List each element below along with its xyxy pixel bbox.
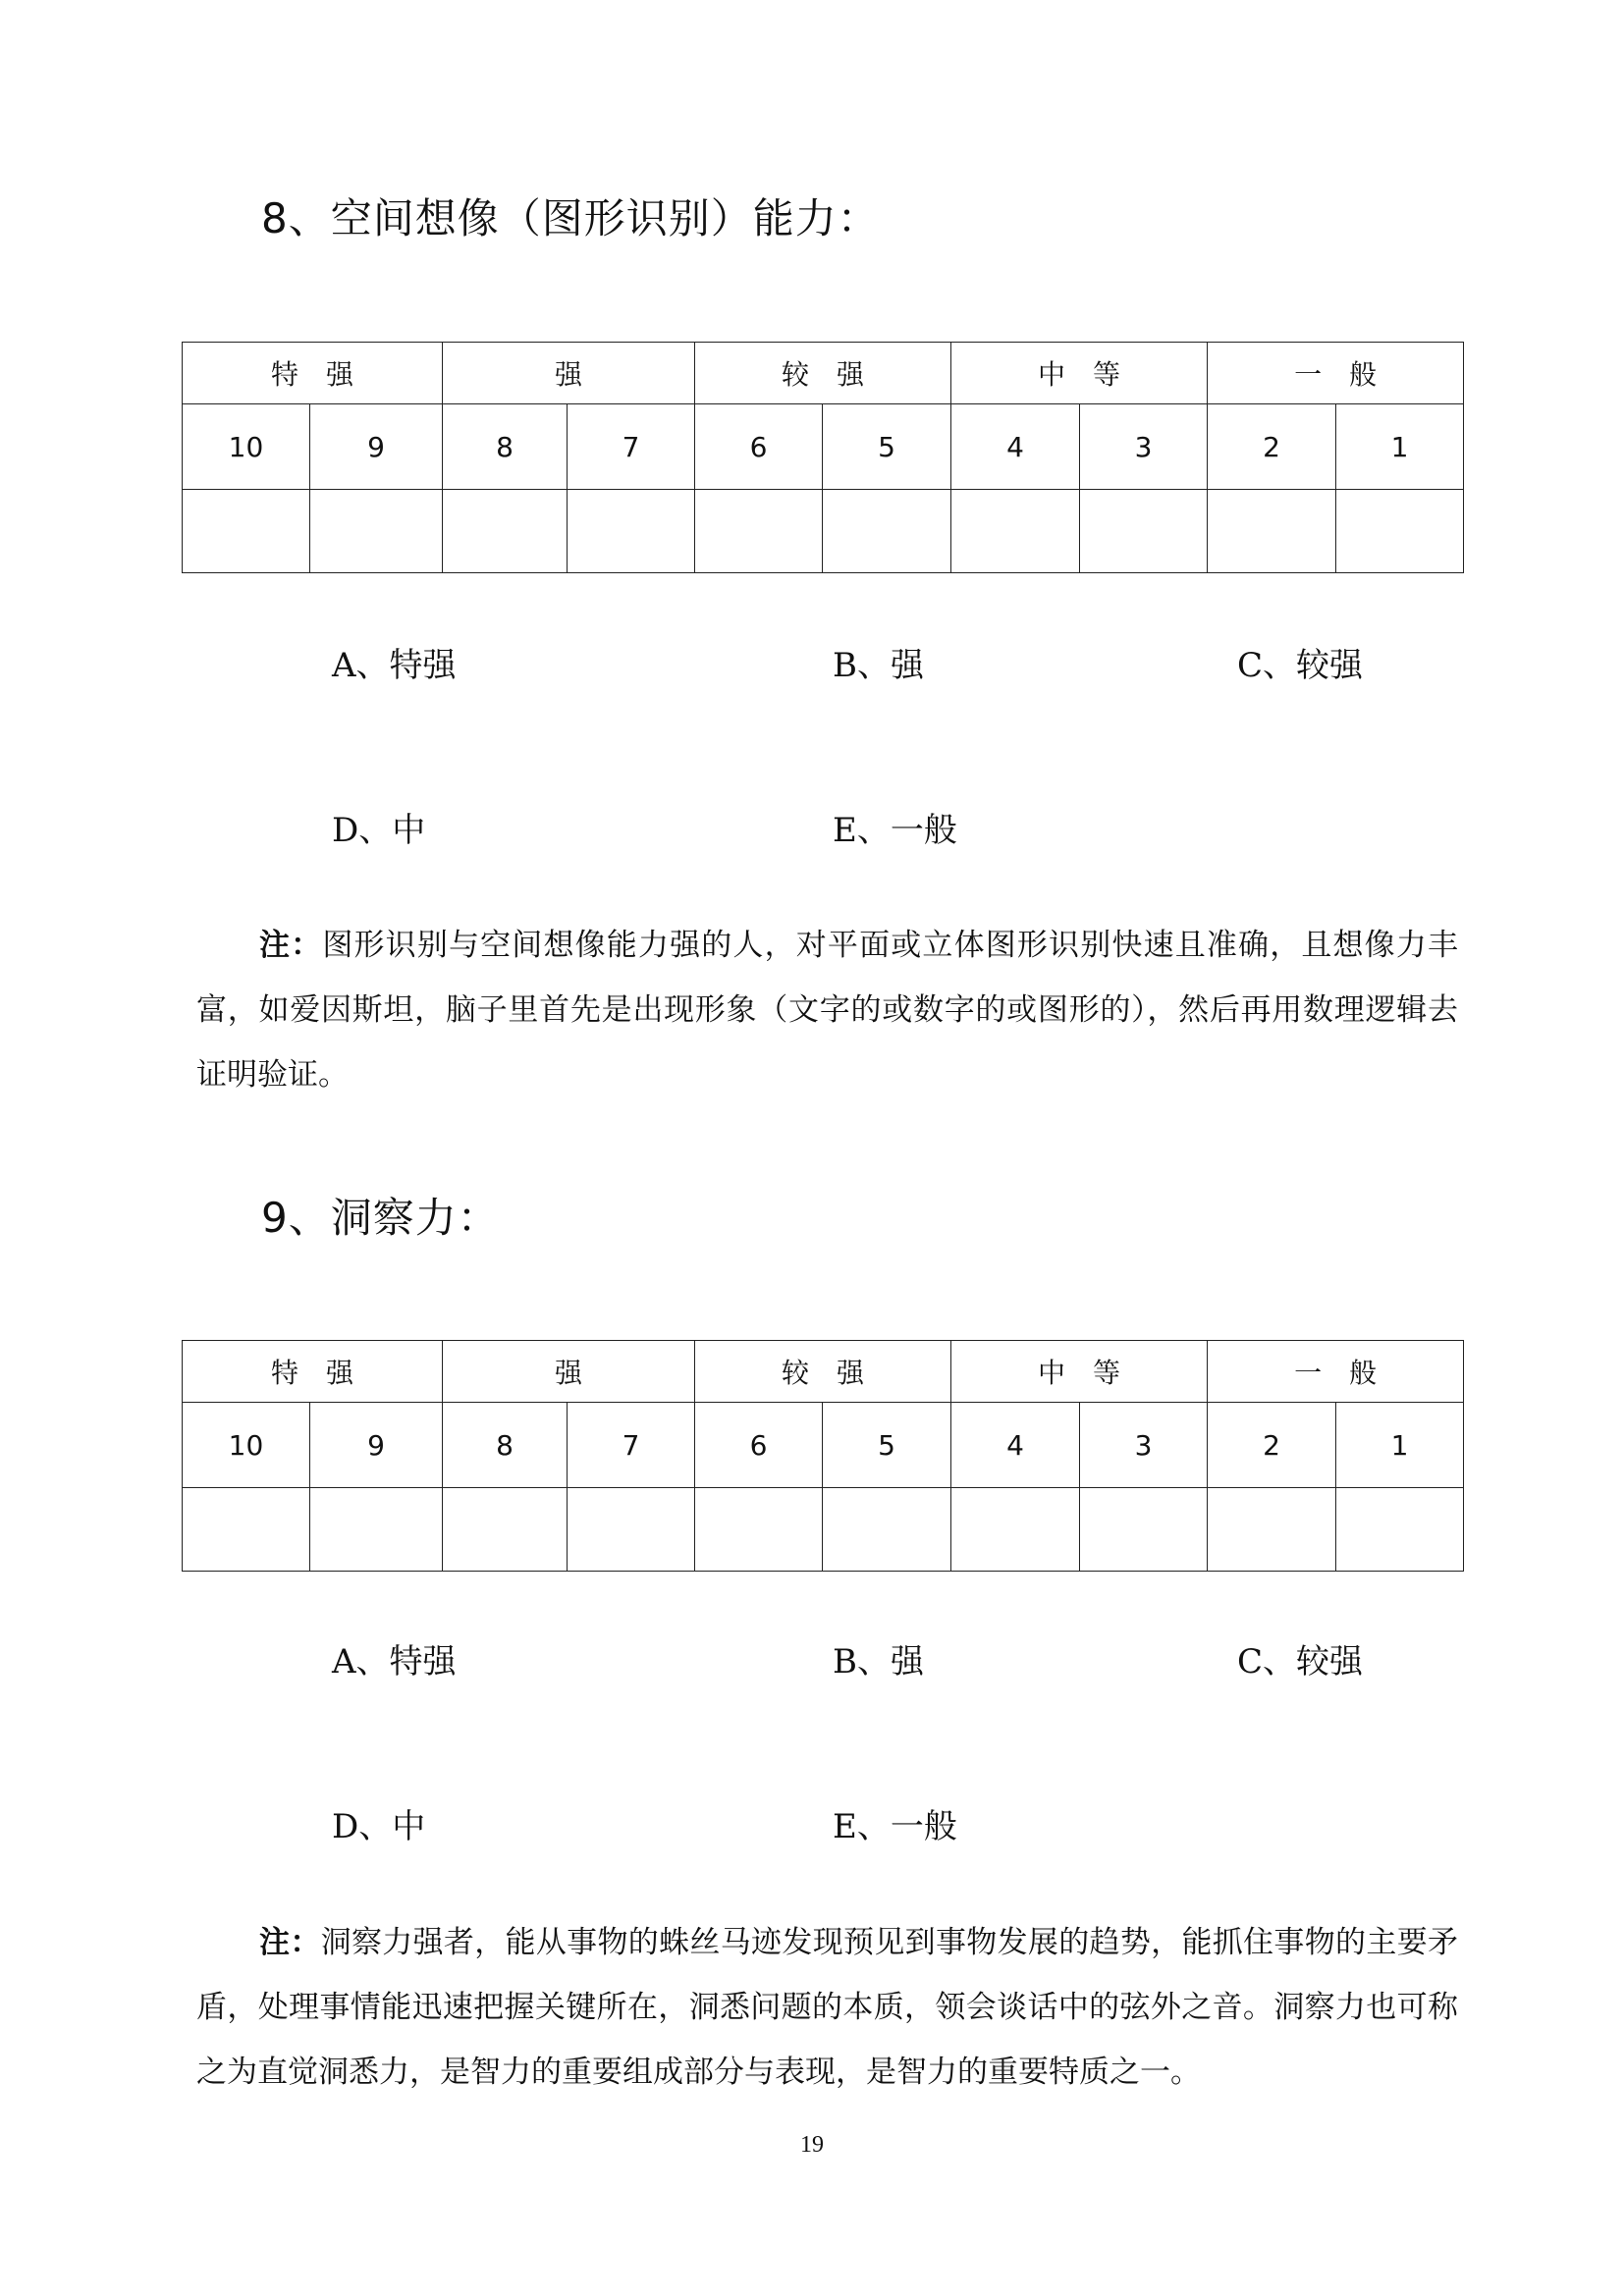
level-cell: 较强 — [695, 1341, 951, 1403]
level-cell: 特强 — [183, 1341, 443, 1403]
answer-cell[interactable] — [951, 1488, 1080, 1572]
score-cell: 2 — [1208, 1403, 1336, 1488]
answer-cell[interactable] — [568, 490, 695, 573]
section-heading: 8、空间想像（图形识别）能力： — [261, 194, 880, 242]
score-cell: 1 — [1336, 1403, 1464, 1488]
score-cell: 4 — [951, 1403, 1080, 1488]
answer-cell[interactable] — [695, 1488, 823, 1572]
level-cell: 一般 — [1208, 1341, 1464, 1403]
page-number: 19 — [800, 2132, 824, 2158]
score-cell: 10 — [183, 404, 310, 490]
note-paragraph — [196, 1910, 1458, 2105]
score-cell: 6 — [695, 404, 823, 490]
note-label: 注： — [259, 1925, 321, 1960]
option-b[interactable]: B、强 — [833, 1642, 924, 1682]
note-text: 洞察力强者，能从事物的蛛丝马迹发现预见到事物发展的趋势，能抓住事物的主要矛盾，处理事情能迅速把握关键所在，洞悉问题的本质，领会谈话中的弦外之音。洞察力也可称之为直觉洞悉力，是智力的重要组成部分与表现，是智力的重要特质之一。 — [196, 1925, 1459, 2090]
level-cell: 特强 — [183, 343, 443, 404]
score-cell: 5 — [823, 404, 951, 490]
answer-cell[interactable] — [1208, 1488, 1336, 1572]
score-cell: 6 — [695, 1403, 823, 1488]
level-cell: 强 — [443, 1341, 695, 1403]
answer-cell[interactable] — [183, 1488, 310, 1572]
answer-cell[interactable] — [310, 490, 443, 573]
option-d[interactable]: D、中 — [332, 1807, 426, 1846]
option-c[interactable]: C、较强 — [1237, 646, 1364, 685]
answer-cell[interactable] — [568, 1488, 695, 1572]
score-cell: 3 — [1080, 404, 1208, 490]
answer-cell[interactable] — [1336, 490, 1464, 573]
option-c[interactable]: C、较强 — [1237, 1642, 1364, 1682]
score-cell: 8 — [443, 404, 568, 490]
answer-cell[interactable] — [443, 490, 568, 573]
note-label: 注： — [259, 928, 323, 963]
option-a[interactable]: A、特强 — [332, 1642, 457, 1682]
option-e[interactable]: E、一般 — [833, 1807, 957, 1846]
score-cell: 3 — [1080, 1403, 1208, 1488]
score-cell: 9 — [310, 404, 443, 490]
option-a[interactable]: A、特强 — [332, 646, 457, 685]
note-text: 图形识别与空间想像能力强的人，对平面或立体图形识别快速且准确，且想像力丰富，如爱因斯坦，脑子里首先是出现形象（文字的或数字的或图形的），然后再用数理逻辑去证明验证。 — [196, 928, 1458, 1093]
score-cell: 5 — [823, 1403, 951, 1488]
answer-cell[interactable] — [1080, 490, 1208, 573]
answer-cell[interactable] — [1336, 1488, 1464, 1572]
answer-cell[interactable] — [823, 1488, 951, 1572]
answer-cell[interactable] — [443, 1488, 568, 1572]
section-heading: 9、洞察力： — [261, 1194, 500, 1242]
score-cell: 8 — [443, 1403, 568, 1488]
level-cell: 强 — [443, 343, 695, 404]
score-cell: 9 — [310, 1403, 443, 1488]
answer-cell[interactable] — [951, 490, 1080, 573]
score-cell: 7 — [568, 404, 695, 490]
answer-cell[interactable] — [823, 490, 951, 573]
score-cell: 2 — [1208, 404, 1336, 490]
score-cell: 7 — [568, 1403, 695, 1488]
note-paragraph — [196, 913, 1458, 1107]
option-e[interactable]: E、一般 — [833, 811, 957, 850]
score-cell: 10 — [183, 1403, 310, 1488]
level-cell: 中等 — [951, 343, 1208, 404]
rating-table — [182, 342, 1464, 573]
score-cell: 1 — [1336, 404, 1464, 490]
answer-cell[interactable] — [695, 490, 823, 573]
level-cell: 较强 — [695, 343, 951, 404]
answer-cell[interactable] — [310, 1488, 443, 1572]
answer-cell[interactable] — [1208, 490, 1336, 573]
level-cell: 中等 — [951, 1341, 1208, 1403]
answer-cell[interactable] — [183, 490, 310, 573]
rating-table — [182, 1340, 1464, 1572]
answer-cell[interactable] — [1080, 1488, 1208, 1572]
option-b[interactable]: B、强 — [833, 646, 924, 685]
score-cell: 4 — [951, 404, 1080, 490]
option-d[interactable]: D、中 — [332, 811, 426, 850]
level-cell: 一般 — [1208, 343, 1464, 404]
